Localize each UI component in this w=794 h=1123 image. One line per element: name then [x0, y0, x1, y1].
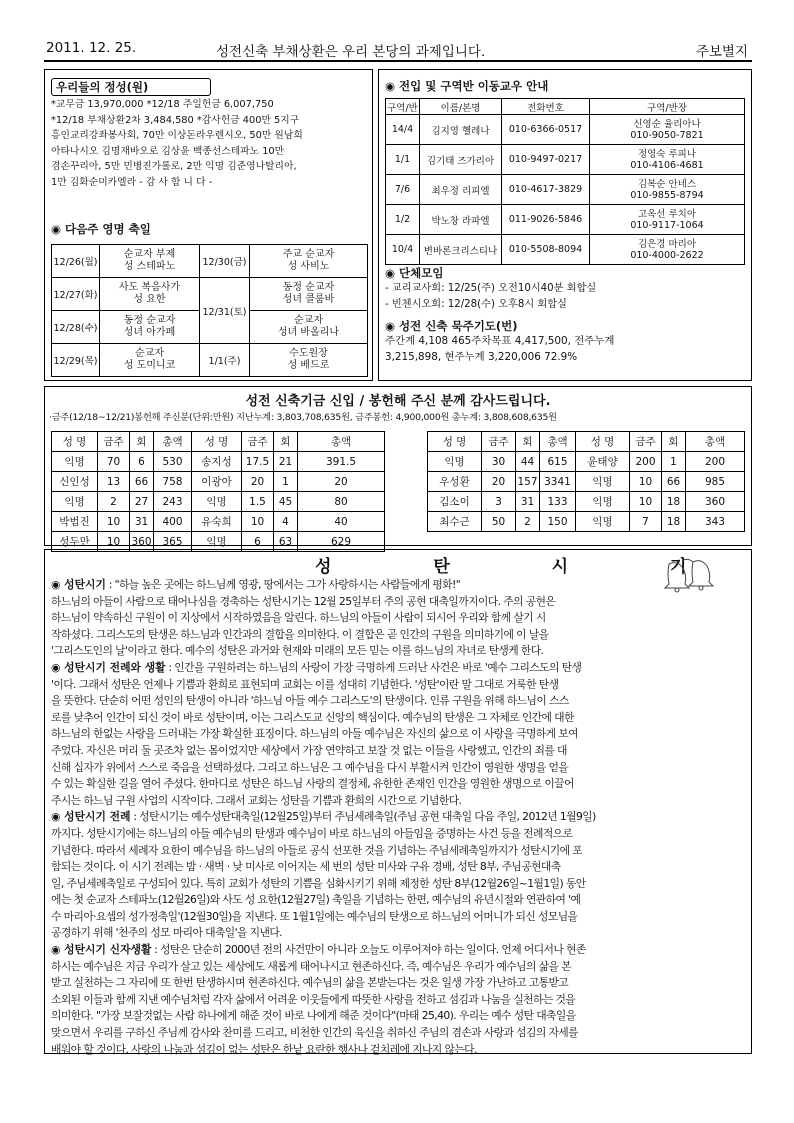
- article-text: 로를 낮추어 인간이 되신 것이 바로 성탄이며, 이는 그리스도교 신앙의 핵심이다. 예수님의 탄생은 그 자체로 인간에 대한: [51, 710, 574, 724]
- donation-col-header: 금주: [482, 432, 516, 452]
- article-line: [51, 577, 747, 594]
- donor-value: 40: [298, 512, 385, 532]
- zone-leader-name: 정영숙 루피나: [637, 148, 697, 160]
- donor-value: 391.5: [298, 452, 385, 472]
- section-heading: ◉ 성탄시기 전례: [51, 810, 131, 824]
- transfer-phone: 010-9497-0217: [502, 145, 590, 175]
- donor-name: 익명: [52, 452, 98, 472]
- donor-value: 10: [630, 472, 662, 492]
- saint-name: 성 도미니코: [123, 360, 176, 371]
- donor-value: 63: [274, 532, 298, 552]
- article-text: 맞으면서 우리를 구하신 주님께 감사와 찬미를 드리고, 비천한 인간의 육신을 취하신 주님의 겸손과 사랑과 섬김의 자세를: [51, 1026, 578, 1040]
- donor-value: 360: [130, 532, 154, 552]
- transfer-col-header: 전화번호: [502, 99, 590, 115]
- donor-value: 157: [516, 472, 540, 492]
- saint-title: 순교자: [135, 348, 164, 359]
- article-line: [51, 859, 747, 876]
- article-text: '그리스도인의 날'이라고 한다. 예수의 성탄은 과거와 현재와 미래의 모든 믿는 이를 하느님의 자녀로 탄생케 한다.: [51, 644, 544, 658]
- donor-value: 10: [630, 492, 662, 512]
- article-line: [51, 959, 747, 976]
- feast-saint: [250, 311, 368, 344]
- article-text: 받고 실천하는 그 자리에 또 한번 탄생하시며 현존하신다. 예수님의 삶을 본받는다는 것은 일생 가장 가난하고 고통받고: [51, 976, 569, 990]
- donor-value: 200: [630, 452, 662, 472]
- donation-table-right: [427, 431, 745, 532]
- article-text: 을 뜻한다. 단순히 어떤 성인의 탄생이 아니라 '하느님 아들 예수 그리스도'의 탄생이다. 인류 구원을 위해 하느님이 스스: [51, 694, 569, 708]
- article-text: 기념한다. 따라서 세례자 요한이 예수님을 하느님의 아들로 공식 선포한 것을 기념하는 주님세례축일까지가 성탄시기에 포: [51, 843, 583, 857]
- zone-leader: [590, 175, 745, 205]
- transfer-row: [386, 145, 745, 175]
- donor-row: [428, 472, 745, 492]
- donor-row: [428, 492, 745, 512]
- offering-line: 겸손꾸리아, 5만 민병진가롤로, 2만 익명 김준영나탈리아,: [51, 161, 297, 172]
- article-line: [51, 776, 747, 793]
- article-text: 에는 첫 순교자 스테파노(12월26일)와 사도 성 요한(12월27일) 축일을 기념하는 한편, 예수님의 유년시절와 연관하여 '예: [51, 893, 581, 907]
- article-line: [51, 594, 747, 611]
- article-text: : 성탄은 단순히 2000년 전의 사건만이 아니라 오늘도 이루어져야 하는 일이다. 언제 어디서나 현존: [151, 943, 586, 957]
- article-text: 주었다. 자신은 머리 둘 곳조차 없는 몸이었지만 세상에서 가장 연약하고 보잘 것 없는 이들을 사랑했고, 인간의 죄를 대: [51, 743, 567, 757]
- zone-leader-phone: 010-4000-2622: [630, 249, 704, 261]
- donor-name: 익명: [576, 492, 630, 512]
- section-heading: ◉ 성탄시기: [51, 578, 106, 591]
- donor-value: 18: [662, 492, 686, 512]
- donor-value: 27: [130, 492, 154, 512]
- zone-leader-phone: 010-9050-7821: [630, 129, 704, 141]
- article-text: 하느님의 아들이 사람으로 태어나심을 경축하는 성탄시기는 12월 25일부터 주의 공현 대축일까지이다. 주의 공현은: [51, 594, 556, 608]
- donor-row: [428, 452, 745, 472]
- article-text: 하시는 예수님은 지금 우리가 살고 있는 세상에도 새롭게 태어나시고 현존하신다. 즉, 예수님은 우리가 예수님의 삶을 본: [51, 959, 571, 973]
- donor-name: 익명: [428, 452, 482, 472]
- transfer-phone: 010-4617-3829: [502, 175, 590, 205]
- donation-col-header: 성 명: [428, 432, 482, 452]
- zone-leader-name: 김은경 마리아: [637, 238, 697, 250]
- article-line: [51, 677, 747, 694]
- article-text: 일, 주님세례축일로 구성되어 있다. 특히 교회가 성탄의 기쁨을 심화시키기 위해 제정한 성탄 8부(12월26일~1월1일) 동안: [51, 876, 586, 890]
- donor-value: 21: [274, 452, 298, 472]
- donor-name: 익명: [192, 492, 242, 512]
- donor-name: 이광아: [192, 472, 242, 492]
- donation-col-header: 성 명: [192, 432, 242, 452]
- article-line: [51, 726, 747, 743]
- group-line: - 교리교사회: 12/25(주) 오전10시40분 회합실: [385, 283, 597, 294]
- donation-col-header: 회: [516, 432, 540, 452]
- donation-col-header: 회: [130, 432, 154, 452]
- donor-value: 13: [98, 472, 130, 492]
- donor-name: 성두만: [52, 532, 98, 552]
- group-line: - 빈첸시오회: 12/28(수) 오후8시 회합실: [385, 298, 567, 310]
- feast-saint: [250, 344, 368, 377]
- donation-box: [44, 386, 752, 546]
- transfer-col-header: 구역/반: [386, 99, 420, 115]
- donor-value: 200: [686, 452, 745, 472]
- donation-col-header: 총액: [540, 432, 576, 452]
- donor-value: 6: [130, 452, 154, 472]
- article-text: 주시는 하느님 구원 사업의 시작이다. 그래서 교회는 성탄을 기쁨과 환희의 시간으로 기념한다.: [51, 793, 462, 807]
- article-line: [51, 760, 747, 777]
- donor-row: [52, 452, 385, 472]
- transfer-table: [385, 98, 745, 265]
- zone-leader: [590, 205, 745, 235]
- feast-row: [52, 344, 368, 377]
- article-text: : "하늘 높은 곳에는 하느님께 영광, 땅에서는 그가 사랑하시는 사람들에게 평화!": [105, 578, 461, 591]
- transfer-row: [386, 235, 745, 265]
- article-line: [51, 826, 747, 843]
- section-heading: ◉ 성탄시기 신자생활: [51, 943, 152, 957]
- donor-value: 1.5: [242, 492, 274, 512]
- feast-saint: [250, 245, 368, 278]
- donor-value: 530: [154, 452, 192, 472]
- article-line: [51, 1008, 747, 1025]
- saint-name: 성녀 아가페: [123, 327, 176, 338]
- transfer-name: 박노창 라파엘: [420, 205, 502, 235]
- feast-saint: [250, 278, 368, 311]
- donation-table-left: [51, 431, 385, 552]
- donor-value: 20: [298, 472, 385, 492]
- transfer-col-header: 구역/반장: [590, 99, 745, 115]
- advent-title: 성 탄 시 기: [315, 557, 735, 577]
- donor-name: 익명: [192, 532, 242, 552]
- donor-row: [52, 492, 385, 512]
- donation-col-header: 총액: [686, 432, 745, 452]
- feast-date: 1/1(주): [200, 344, 250, 377]
- transfer-phone: 010-6366-0517: [502, 115, 590, 145]
- bulletin-type: 주보별지: [695, 44, 748, 60]
- donation-col-header: 총액: [298, 432, 385, 452]
- donation-col-header: 회: [662, 432, 686, 452]
- donation-col-header: 총액: [154, 432, 192, 452]
- donor-value: 10: [242, 512, 274, 532]
- zone-leader-phone: 010-9855-8794: [630, 189, 704, 201]
- offering-line: *교무금 13,970,000 *12/18 주일헌금 6,007,750: [51, 99, 274, 110]
- zone-leader-phone: 010-9117-1064: [630, 219, 704, 231]
- feast-date: 12/29(목): [52, 344, 100, 377]
- transfer-name: 김기태 즈가리아: [420, 145, 502, 175]
- donor-name: 익명: [52, 492, 98, 512]
- feast-row: [52, 278, 368, 311]
- article-line: [51, 942, 747, 959]
- article-line: [51, 1025, 747, 1042]
- saint-title: 수도원장: [289, 348, 328, 359]
- article-text: 수 있는 확실한 길을 열어 주셨다. 한마디로 성탄은 하느님 사랑의 결정체, 유한한 존재인 인간을 영원한 생명으로 이끌어: [51, 777, 574, 791]
- saint-title: 순교자 부제: [123, 249, 176, 260]
- feast-table: [51, 244, 368, 377]
- feast-date: 12/30(금): [200, 245, 250, 278]
- feast-saint: [100, 344, 200, 377]
- donation-col-header: 금주: [630, 432, 662, 452]
- donation-header-row: [428, 432, 745, 452]
- transfer-zone: 10/4: [386, 235, 420, 265]
- offering-line: *12/18 부채상환2차 3,484,580 *감사헌금 400만 5지구: [51, 114, 300, 126]
- article-text: 의미한다. "가장 보잘것없는 사람 하나에게 해준 것이 바로 나에게 해준 것이다"(마태 25,40). 우리는 예수 성탄 대축일을: [51, 1009, 576, 1023]
- donor-value: 400: [154, 512, 192, 532]
- donor-row: [52, 512, 385, 532]
- donor-row: [52, 472, 385, 492]
- zone-leader: [590, 115, 745, 145]
- feast-row: [52, 245, 368, 278]
- article-line: [51, 925, 747, 942]
- donor-value: 4: [274, 512, 298, 532]
- saint-name: 성녀 바올리나: [277, 327, 340, 338]
- zone-leader-phone: 010-4106-4681: [630, 159, 704, 171]
- zone-leader: [590, 145, 745, 175]
- transfer-row: [386, 205, 745, 235]
- zone-leader-name: 김복순 안네스: [637, 178, 697, 190]
- rosary-stats: [385, 334, 614, 365]
- donor-value: 629: [298, 532, 385, 552]
- article-text: 소외된 이들과 함께 지낸 예수님처럼 각자 삶에서 어려운 이웃들에게 따뜻한 사랑을 전하고 섬김과 나눔을 실천하는 것을: [51, 992, 576, 1006]
- article-line: [51, 876, 747, 893]
- saint-title: 동정 순교자: [282, 282, 335, 293]
- donor-value: 70: [98, 452, 130, 472]
- saint-title: 주교 순교자: [282, 249, 335, 260]
- donor-value: 985: [686, 472, 745, 492]
- feast-date: 12/26(월): [52, 245, 100, 278]
- transfer-zone: 1/1: [386, 145, 420, 175]
- donation-col-header: 성 명: [52, 432, 98, 452]
- groups-list: [385, 281, 596, 312]
- article-text: : 성탄시기는 예수성탄대축일(12월25일)부터 주님세례축일(주님 공현 대축일 다음 주일, 2012년 1월9일): [130, 810, 596, 824]
- article-text: 수 마리아·요셉의 성가정축일'(12월30일)을 지낸다. 또 1월1일에는 예수님의 탄생으로 하느님의 어머니가 되신 성모님을: [51, 909, 578, 923]
- saint-title: 순교자: [294, 315, 323, 326]
- donor-value: 80: [298, 492, 385, 512]
- article-text: 하느님이 약속하신 구원이 이 지상에서 시작하였음을 알린다. 하느님의 아들이 사람이 되시어 우리와 함께 살기 시: [51, 611, 546, 625]
- donor-value: 30: [482, 452, 516, 472]
- donor-value: 343: [686, 512, 745, 532]
- donation-col-header: 회: [274, 432, 298, 452]
- donor-value: 10: [98, 532, 130, 552]
- feast-saint: [100, 278, 200, 311]
- donor-name: 익명: [576, 472, 630, 492]
- donor-value: 20: [482, 472, 516, 492]
- advent-article: [44, 549, 752, 1054]
- donor-name: 최수근: [428, 512, 482, 532]
- article-text: 배워야 할 것이다. 사랑의 나눔과 섬김이 없는 성탄은 한낱 요란한 행사나 겉치레에 지나지 않는다.: [51, 1042, 477, 1056]
- offerings-title: 우리들의 정성(원): [51, 78, 211, 96]
- donor-value: 50: [482, 512, 516, 532]
- donor-value: 45: [274, 492, 298, 512]
- transfer-zone: 14/4: [386, 115, 420, 145]
- donor-value: 1: [662, 452, 686, 472]
- donor-name: 익명: [576, 512, 630, 532]
- transfer-row: [386, 175, 745, 205]
- article-line: [51, 610, 747, 627]
- zone-leader: [590, 235, 745, 265]
- donor-value: 31: [516, 492, 540, 512]
- article-text: 신해 십자가 위에서 스스로 죽음을 선택하셨다. 그리고 하느님은 그 예수님을 다시 부활시켜 인간이 영원한 생명을 얻을: [51, 760, 569, 774]
- article-line: [51, 843, 747, 860]
- article-line: [51, 793, 747, 810]
- donor-value: 2: [98, 492, 130, 512]
- page-header: [44, 40, 752, 62]
- donor-value: 1: [274, 472, 298, 492]
- article-text: 작하셨다. 그리스도의 탄생은 하느님과 인간과의 결합을 의미한다. 이 결합은 곧 인간의 구원을 의미하기에 이 날을: [51, 627, 549, 641]
- donor-value: 17.5: [242, 452, 274, 472]
- donor-name: 박범진: [52, 512, 98, 532]
- saint-name: 성 요한: [133, 294, 166, 305]
- feast-date: 12/27(화): [52, 278, 100, 311]
- donor-value: 66: [130, 472, 154, 492]
- donation-col-header: 금주: [98, 432, 130, 452]
- donation-col-header: 성 명: [576, 432, 630, 452]
- transfer-phone: 010-5508-8094: [502, 235, 590, 265]
- page-slogan: 성전신축 부채상환은 우리 본당의 과제입니다.: [216, 44, 486, 60]
- donation-title: 성전 신축기금 신입 / 봉헌해 주신 분께 감사드립니다.: [245, 394, 551, 409]
- article-line: [51, 743, 747, 760]
- donor-value: 10: [98, 512, 130, 532]
- saint-name: 성 스테파노: [123, 261, 176, 272]
- donor-value: 360: [686, 492, 745, 512]
- offerings-list: [51, 97, 371, 190]
- donor-name: 김소이: [428, 492, 482, 512]
- feast-title: ◉ 다음주 영명 축일: [51, 222, 151, 236]
- article-line: [51, 693, 747, 710]
- donor-value: 615: [540, 452, 576, 472]
- donor-name: 송지성: [192, 452, 242, 472]
- article-line: [51, 660, 747, 677]
- saint-title: 동정 순교자: [123, 315, 176, 326]
- donor-value: 18: [662, 512, 686, 532]
- transfer-title: ◉ 전입 및 구역반 이동교우 안내: [385, 79, 549, 93]
- donor-value: 133: [540, 492, 576, 512]
- donor-value: 20: [242, 472, 274, 492]
- article-text: 까지다. 성탄시기에는 하느님의 아들 예수님의 탄생과 예수님이 바로 하느님의 아들임을 증명하는 사건 등을 전례적으로: [51, 826, 573, 840]
- donation-col-header: 금주: [242, 432, 274, 452]
- saint-name: 성 사비노: [287, 261, 330, 272]
- transfer-col-header: 이름/본명: [420, 99, 502, 115]
- donor-value: 3: [482, 492, 516, 512]
- donor-value: 31: [130, 512, 154, 532]
- article-line: [51, 710, 747, 727]
- parish-news-box: [378, 69, 752, 381]
- feast-saint: [100, 311, 200, 344]
- transfer-row: [386, 115, 745, 145]
- rosary-line: 주간계 4,108 465주차목표 4,417,500, 전주누계: [385, 335, 615, 347]
- article-text: 하느님의 한없는 사랑을 드러내는 가장 확실한 표징이다. 하느님의 아들 예수님은 자신의 삶으로 이 사랑을 극명하게 보여: [51, 727, 578, 741]
- article-text: 함되는 것이다. 이 시기 전례는 밤 · 새벽 · 낮 미사로 이어지는 세 번의 성탄 미사와 구유 경배, 성탄 8부, 주님공현대축: [51, 860, 561, 874]
- article-line: [51, 627, 747, 644]
- article-line: [51, 992, 747, 1009]
- donor-value: 365: [154, 532, 192, 552]
- article-text: : 인간을 구원하려는 하느님의 사랑이 가장 극명하게 드러난 사건은 바로 '예수 그리스도의 탄생: [165, 660, 582, 674]
- donation-summary: ·금주(12/18~12/21)봉헌해 주신분(단위:만원) 지난누계: 3,803,708,635원, 금주봉헌: 4,900,000원 총누계: 3,808,608,635원: [49, 412, 557, 423]
- saint-name: 성 베드로: [287, 360, 330, 371]
- offering-line: 1만 김화순미카엘라 - 감 사 합 니 다 -: [51, 176, 213, 188]
- donor-value: 44: [516, 452, 540, 472]
- article-line: [51, 809, 747, 826]
- donor-name: 우성환: [428, 472, 482, 492]
- article-line: [51, 892, 747, 909]
- donor-name: 윤태양: [576, 452, 630, 472]
- article-line: [51, 643, 747, 660]
- donor-value: 6: [242, 532, 274, 552]
- feast-date: 12/28(수): [52, 311, 100, 344]
- rosary-line: 3,215,898, 현주누계 3,220,006 72.9%: [385, 350, 578, 363]
- donor-value: 150: [540, 512, 576, 532]
- donor-row: [428, 512, 745, 532]
- rosary-title: ◉ 성전 신축 묵주기도(번): [385, 319, 518, 333]
- article-line: [51, 909, 747, 926]
- donor-value: 7: [630, 512, 662, 532]
- feast-saint: [100, 245, 200, 278]
- transfer-zone: 7/6: [386, 175, 420, 205]
- donor-value: 243: [154, 492, 192, 512]
- transfer-zone: 1/2: [386, 205, 420, 235]
- feast-date: 12/31(토): [200, 278, 250, 344]
- groups-title: ◉ 단체모임: [385, 266, 444, 280]
- section-heading: ◉ 성탄시기 전례와 생활: [51, 660, 166, 674]
- article-text: '이다. 그래서 성탄은 언제나 기쁨과 환희로 표현되며 교회는 이를 성대히 기념한다. '성탄'이란 말 그대로 거룩한 탄생: [51, 677, 559, 691]
- article-text: 공경하기 위해 '천주의 성모 마리아 대축일'을 지낸다.: [51, 926, 282, 940]
- transfer-phone: 011-9026-5846: [502, 205, 590, 235]
- offering-line: 아타나시오 김명재바오로 김상윤 백종선스테파노 10만: [51, 145, 285, 157]
- donor-name: 유숙희: [192, 512, 242, 532]
- donor-value: 3341: [540, 472, 576, 492]
- issue-date: 2011. 12. 25.: [46, 40, 137, 56]
- donor-value: 66: [662, 472, 686, 492]
- zone-leader-name: 신영순 율리아나: [633, 118, 701, 130]
- transfer-name: 변바론크리스티나: [420, 235, 502, 265]
- saint-title: 사도 복음사가: [118, 282, 181, 293]
- article-line: [51, 1042, 747, 1059]
- donor-name: 신인성: [52, 472, 98, 492]
- offerings-feast-box: [44, 69, 373, 381]
- article-line: [51, 975, 747, 992]
- donor-value: 758: [154, 472, 192, 492]
- donation-header-row: [52, 432, 385, 452]
- zone-leader-name: 고옥선 루치아: [637, 208, 697, 220]
- donor-value: 2: [516, 512, 540, 532]
- transfer-name: 최우정 리피엘: [420, 175, 502, 205]
- saint-name: 성녀 콜룸바: [282, 294, 335, 305]
- offering-line: 흥인교리강좌봉사회, 70만 이상돈라우렌시오, 50만 원남희: [51, 130, 303, 141]
- transfer-name: 김지영 헬레나: [420, 115, 502, 145]
